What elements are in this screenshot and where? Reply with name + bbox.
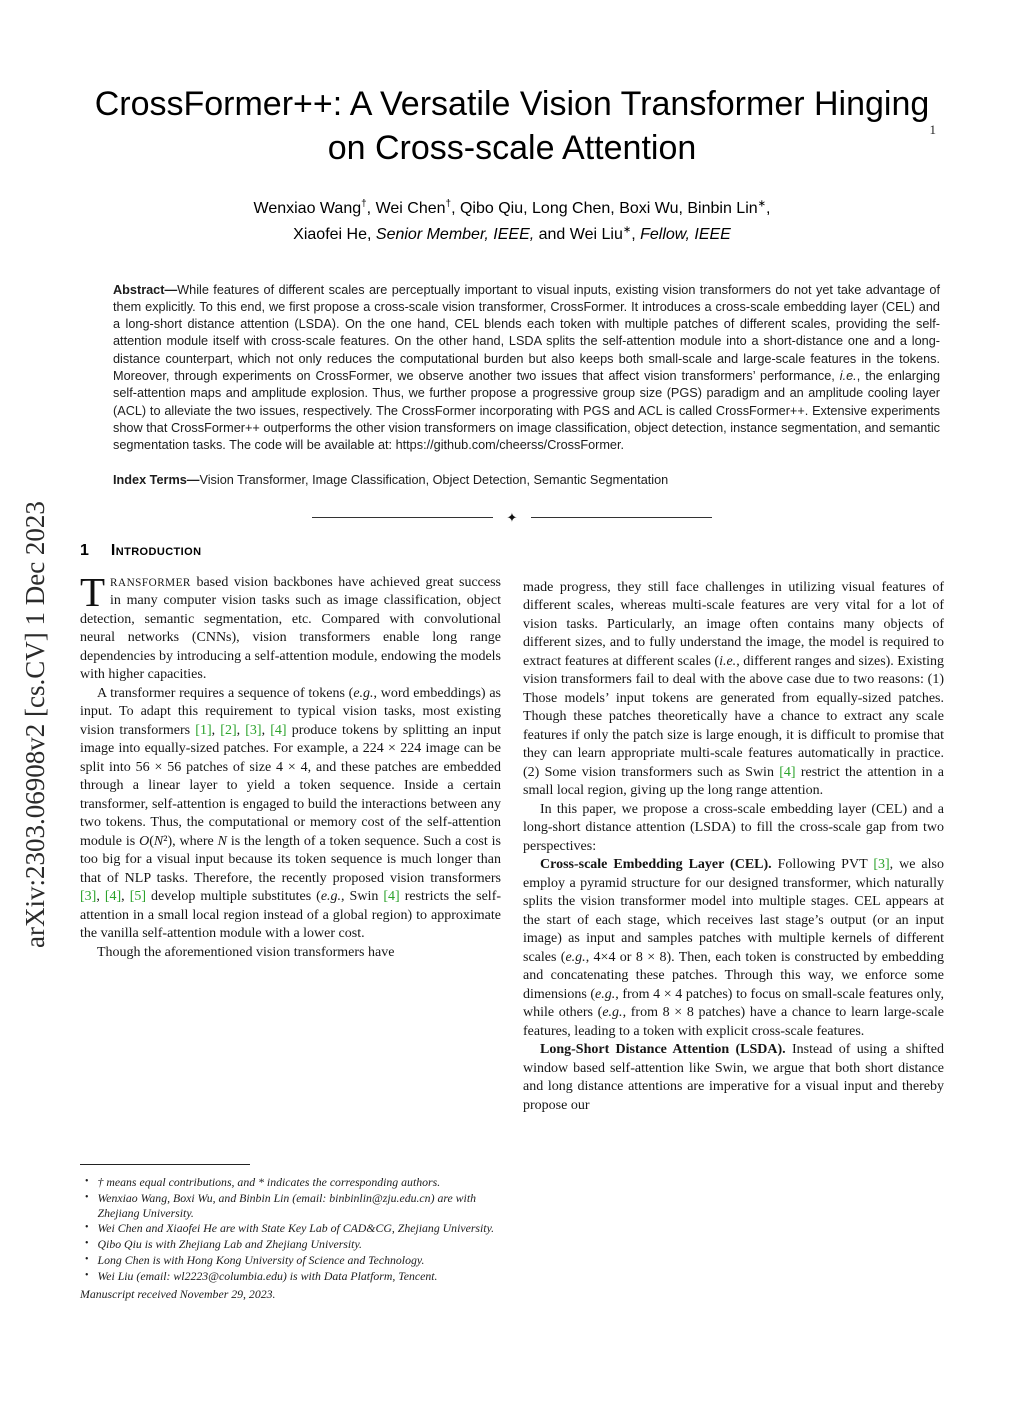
separator-line-left [312,517,493,518]
citation-ref[interactable]: [3] [245,722,262,738]
drop-cap: T [80,568,106,615]
author-line-1: Wenxiao Wang†, Wei Chen†, Qibo Qiu, Long Chen, Boxi Wu, Binbin Lin∗, [253,199,771,218]
paragraph: In this paper, we propose a cross-scale embedding layer (CEL) and a long-short distance attention (LSDA) to fill the cross-scale gap from two perspectives: [523,801,944,854]
footnote-item: • † means equal contributions, and * indicates the corresponding authors. [80,1175,501,1190]
abstract-text: While features of different scales are perceptually important to visual inputs, existing vision transformers do not yet take advantage of them explicitly. To this end, we first propose a cross-scale vision transformer, CrossFormer. It introduces a cross-scale embedding layer (CEL) and a long-short distance attention (LSDA). On the one hand, CEL blends each token with multiple patches of different scales, providing the self-attention module itself with cross-scale features. On the other hand, LSDA splits the self-attention module into a short-distance one and a long-distance counterpart, which not only reduces the computational burden but also keeps both small-scale and large-scale features in the tokens. Moreover, through experiments on CrossFormer, we observe another two issues that affect vision transformers’ performance, i.e., the enlarging self-attention maps and amplitude explosion. Thus, we further propose a progressive group size (PGS) paradigm and an amplitude cooling layer (ACL) to alleviate the two issues, respectively. The CrossFormer incorporating with PGS and ACL is called CrossFormer++. Extensive experiments show that CrossFormer++ outperforms the other vision transformers on image classification, object detection, instance segmentation, and semantic segmentation tasks. The code will be available at: https://github.com/cheerss/CrossFormer. [113,282,940,453]
paper-title: CrossFormer++: A Versatile Vision Transformer Hinging on Cross-scale Attention [94,85,930,168]
right-column [523,542,944,1116]
bullet-icon: • [85,1269,89,1281]
arxiv-watermark: arXiv:2303.06908v2 [cs.CV] 1 Dec 2023 [20,501,50,948]
section-heading-introduction [80,542,501,560]
footnote-list [80,1175,501,1284]
bullet-icon: • [85,1238,89,1250]
section-separator [312,511,712,524]
page-number: 1 [929,122,936,137]
bullet-icon: • [85,1176,89,1187]
two-column-body [80,542,944,1116]
citation-ref[interactable]: [4] [779,764,796,780]
abstract-label: Abstract— [113,282,178,297]
footnote-item: • Wenxiao Wang, Boxi Wu, and Binbin Lin (email: binbinlin@zju.edu.cn) are with Zhejiang University. [80,1191,501,1221]
diamond-icon: ✦ [506,509,518,525]
intro-first-paragraph: TRANSFORMER based vision backbones have achieved great success in many computer vision tasks such as image classification, object detection, semantic segmentation, etc. Compared with convolutional neural networks (CNNs), vision transformers enable long range dependencies by introducing a self-attention module, endowing the models with higher capacities. [80,568,501,683]
footnote-block [80,1164,501,1301]
citation-ref[interactable]: [4] [104,889,122,905]
footnote-item: • Wei Liu (email: wl2223@columbia.edu) is with Data Platform, Tencent. [80,1269,501,1284]
index-terms [113,472,940,489]
footnote-item: • Long Chen is with Hong Kong University of Science and Technology. [80,1253,501,1268]
paragraph-lead: Cross-scale Embedding Layer (CEL). [540,857,772,873]
citation-ref[interactable]: [5] [129,889,147,905]
paragraph: made progress, they still face challenges in utilizing visual features of different scales, whereas multi-scale features are very vital for a lot of vision tasks. Particularly, an image often contains many objects of different sizes, and to fully understand the image, the model is required to extract features at different scales (i.e., different ranges and sizes). Existing vision transformers fail to deal with the above case due to two reasons: (1) Those models’ input tokens are generated from equally-sized patches. Though these patches theoretically have a chance to extract any scale features if only the patch size is large enough, it is difficult to promise that they can learn appropriate multi-scale features automatically in practice. (2) Some vision transformers such as Swin [4] restrict the attention in a small local region, giving up the long range attention. [523,579,944,799]
paragraph-lead: Long-Short Distance Attention (LSDA). [540,1042,786,1058]
author-block [0,196,1024,247]
paragraph: Though the aforementioned vision transformers have [97,944,395,960]
bullet-icon: • [85,1253,89,1265]
citation-ref[interactable]: [4] [270,722,287,738]
footnote-item: • Qibo Qiu is with Zhejiang Lab and Zhejiang University. [80,1237,501,1252]
small-caps-word: RANSFORMER [110,576,191,589]
left-column [80,542,501,1116]
manuscript-received-note: Manuscript received November 29, 2023. [80,1286,276,1301]
citation-ref[interactable]: [3] [80,889,97,905]
left-column-paragraphs [80,685,501,963]
bullet-icon: • [85,1191,89,1203]
footnote-rule [80,1164,250,1165]
author-line-2: Xiaofei He, Senior Member, IEEE, and Wei Liu∗, Fellow, IEEE [293,224,731,243]
separator-line-right [531,517,712,518]
citation-ref[interactable]: [4] [383,889,400,905]
right-column-paragraphs [523,579,944,1116]
bullet-icon: • [85,1222,89,1234]
section-number: 1 [80,541,89,559]
abstract [113,282,940,455]
index-terms-text: Vision Transformer, Image Classification, Object Detection, Semantic Segmentation [199,472,669,487]
paragraph: A transformer requires a sequence of tokens (e.g., word embeddings) as input. To adapt this requirement to typical vision tasks, most existing vision transformers [1], [2], [3], [4] produce tokens by splitting an input image into equally-sized patches. For example, a 224 × 224 image can be split into 56 × 56 patches of size 4 × 4, and these patches are embedded through a linear layer to yield a token sequence. Inside a certain transformer, self-attention is engaged to build the interactions between any two tokens. Thus, the computational or memory cost of the self-attention module is O(N²), where N is the length of a token sequence. Such a cost is too big for a visual input because its token sequence is much longer than that of NLP tasks. Therefore, the recently proposed vision transformers [3], [4], [5] develop multiple substitutes (e.g., Swin [4] restricts the self-attention in a small local region instead of a global region) to approximate the vanilla self-attention module with a lower cost. [80,685,502,942]
footnote-item: • Wei Chen and Xiaofei He are with State Key Lab of CAD&CG, Zhejiang University. [80,1221,501,1236]
paragraph: Cross-scale Embedding Layer (CEL). Following PVT [3], we also employ a pyramid structure for our designed transformer, which naturally splits the vision transformer model into multiple stages. CEL appears at the start of each stage, which receives last stage’s output (or an input image) as input and samples patches with multiple kernels of different scales (e.g., 4×4 or 8 × 8). Then, each token is constructed by embedding and concatenating these patches. Through this way, we enforce some dimensions (e.g., from 4 × 4 patches) to focus on small-scale features only, while others (e.g., from 8 × 8 patches) have a chance to learn large-scale features, leading to a token with explicit cross-scale features. [523,857,945,1039]
section-title: Introduction [110,541,202,559]
index-terms-label: Index Terms— [113,472,200,487]
citation-ref[interactable]: [2] [220,722,237,738]
paragraph: Long-Short Distance Attention (LSDA). Instead of using a shifted window based self-attention like Swin, we argue that both short distance and long distance attentions are imperative for a visual input and thereby propose our [523,1042,944,1113]
citation-ref[interactable]: [1] [195,722,212,738]
citation-ref[interactable]: [3] [873,857,890,873]
